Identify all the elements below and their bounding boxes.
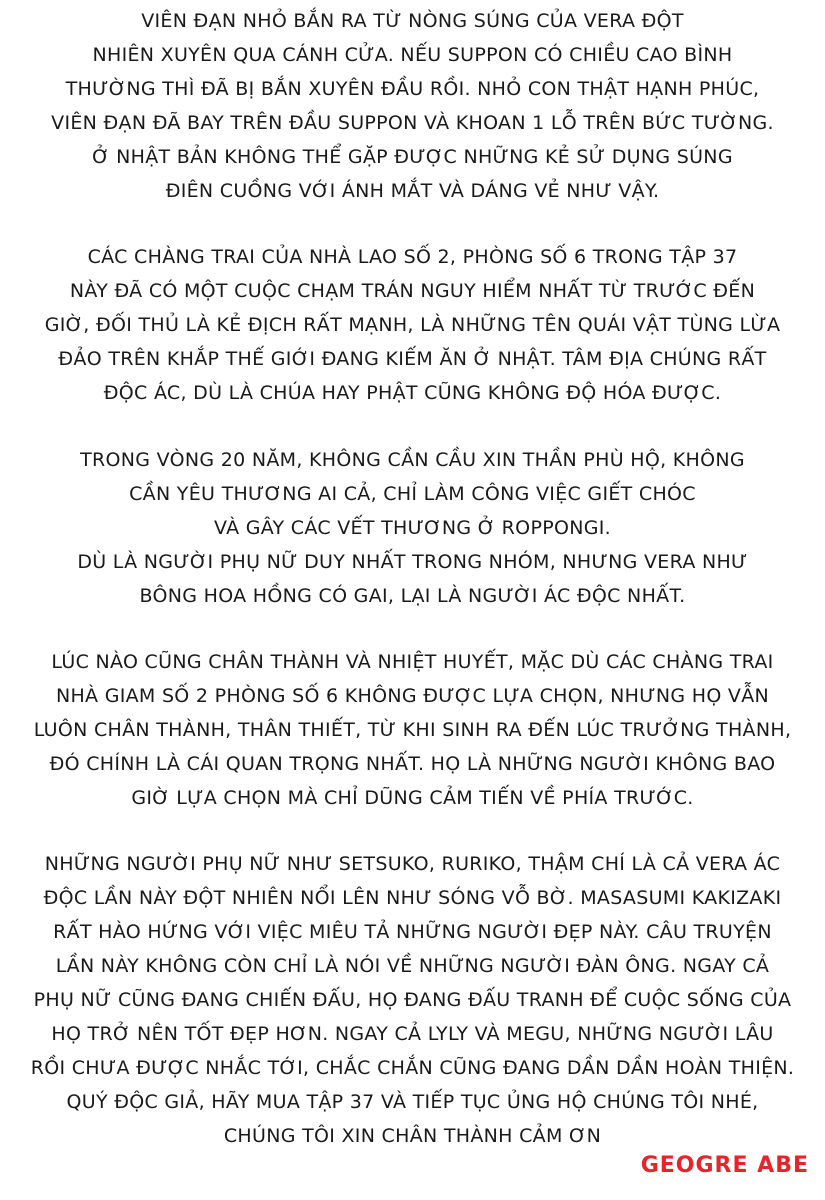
text-line: LẦN NÀY KHÔNG CÒN CHỈ LÀ NÓI VỀ NHỮNG NGƯỜI ĐÀN ÔNG. NGAY CẢ [55, 955, 770, 977]
text-line: CẦN YÊU THƯƠNG AI CẢ, CHỈ LÀM CÔNG VIỆC GIẾT CHÓC [129, 483, 696, 505]
text-line: NHÀ GIAM SỐ 2 PHÒNG SỐ 6 KHÔNG ĐƯỢC LỰA CHỌN, NHƯNG HỌ VẪN [55, 685, 770, 707]
paragraph-5 [0, 847, 825, 1153]
text-line: ĐỘC ÁC, DÙ LÀ CHÚA HAY PHẬT CŨNG KHÔNG ĐỘ HÓA ĐƯỢC. [103, 382, 722, 404]
text-line: BÔNG HOA HỒNG CÓ GAI, LẠI LÀ NGƯỜI ÁC ĐỘC NHẤT. [139, 585, 686, 607]
author-signature: GEOGRE ABE [640, 1153, 809, 1178]
text-line: NÀY ĐÃ CÓ MỘT CUỘC CHẠM TRÁN NGUY HIỂM NHẤT TỪ TRƯỚC ĐẾN [69, 280, 756, 302]
text-line: NHỮNG NGƯỜI PHỤ NỮ NHƯ SETSUKO, RURIKO, THẬM CHÍ LÀ CẢ VERA ÁC [44, 853, 781, 875]
text-line: NHIÊN XUYÊN QUA CÁNH CỬA. NẾU SUPPON CÓ CHIỀU CAO BÌNH [92, 44, 733, 66]
text-line: ĐẢO TRÊN KHẮP THẾ GIỚI ĐANG KIẾM ĂN Ở NHẬT. TÂM ĐỊA CHÚNG RẤT [58, 348, 767, 370]
text-line: ĐỘC LẦN NÀY ĐỘT NHIÊN NỔI LÊN NHƯ SÓNG VỖ BỜ. MASASUMI KAKIZAKI [43, 887, 782, 909]
text-line: QUÝ ĐỘC GIẢ, HÃY MUA TẬP 37 VÀ TIẾP TỤC ỦNG HỘ CHÚNG TÔI NHÉ, [66, 1091, 759, 1113]
text-line: VIÊN ĐẠN ĐÃ BAY TRÊN ĐẦU SUPPON VÀ KHOAN 1 LỖ TRÊN BỨC TƯỜNG. [51, 112, 774, 134]
text-line: CHÚNG TÔI XIN CHÂN THÀNH CẢM ƠN [223, 1125, 602, 1147]
text-line: CÁC CHÀNG TRAI CỦA NHÀ LAO SỐ 2, PHÒNG SỐ 6 TRONG TẬP 37 [87, 246, 738, 268]
text-line: RỒI CHƯA ĐƯỢC NHẮC TỚI, CHẮC CHẮN CŨNG ĐANG DẦN DẦN HOÀN THIỆN. [30, 1057, 795, 1079]
text-line: LUÔN CHÂN THÀNH, THÂN THIẾT, TỪ KHI SINH RA ĐẾN LÚC TRƯỞNG THÀNH, [33, 719, 792, 741]
text-line: GIỜ, ĐỐI THỦ LÀ KẺ ĐỊCH RẤT MẠNH, LÀ NHỮNG TÊN QUÁI VẬT TÙNG LỪA [44, 314, 781, 336]
paragraph-2 [0, 240, 825, 410]
text-line: TRONG VÒNG 20 NĂM, KHÔNG CẦN CẦU XIN THẦN PHÙ HỘ, KHÔNG [80, 449, 745, 471]
text-line: HỌ TRỞ NÊN TỐT ĐẸP HƠN. NGAY CẢ LYLY VÀ MEGU, NHỮNG NGƯỜI LÂU [51, 1023, 774, 1045]
text-line: LÚC NÀO CŨNG CHÂN THÀNH VÀ NHIỆT HUYẾT, MẶC DÙ CÁC CHÀNG TRAI [51, 651, 774, 673]
text-line: PHỤ NỮ CŨNG ĐANG CHIẾN ĐẤU, HỌ ĐANG ĐẤU TRANH ĐỂ CUỘC SỐNG CỦA [33, 989, 792, 1011]
text-line: RẤT HÀO HỨNG VỚI VIỆC MIÊU TẢ NHỮNG NGƯỜI ĐẸP NÀY. CÂU TRUYỆN [53, 921, 772, 943]
text-line: Ở NHẬT BẢN KHÔNG THỂ GẶP ĐƯỢC NHỮNG KẺ SỬ DỤNG SÚNG [92, 146, 733, 168]
paragraph-3 [0, 443, 825, 613]
text-line: GIỜ LỰA CHỌN MÀ CHỈ DŨNG CẢM TIẾN VỀ PHÍA TRƯỚC. [131, 787, 694, 809]
text-line: THƯỜNG THÌ ĐÃ BỊ BẮN XUYÊN ĐẦU RỒI. NHỎ CON THẬT HẠNH PHÚC, [65, 78, 760, 100]
text-line: VÀ GÂY CÁC VẾT THƯƠNG Ở ROPPONGI. [213, 517, 611, 539]
paragraph-1 [0, 4, 825, 208]
paragraph-4 [0, 645, 825, 815]
text-line: DÙ LÀ NGƯỜI PHỤ NỮ DUY NHẤT TRONG NHÓM, NHƯNG VERA NHƯ [77, 551, 748, 573]
text-line: VIÊN ĐẠN NHỎ BẮN RA TỪ NÒNG SÚNG CỦA VERA ĐỘT [141, 10, 684, 32]
text-line: ĐÓ CHÍNH LÀ CÁI QUAN TRỌNG NHẤT. HỌ LÀ NHỮNG NGƯỜI KHÔNG BAO [49, 753, 776, 775]
text-line: ĐIÊN CUỒNG VỚI ÁNH MẮT VÀ DÁNG VẺ NHƯ VẬY. [165, 180, 660, 202]
